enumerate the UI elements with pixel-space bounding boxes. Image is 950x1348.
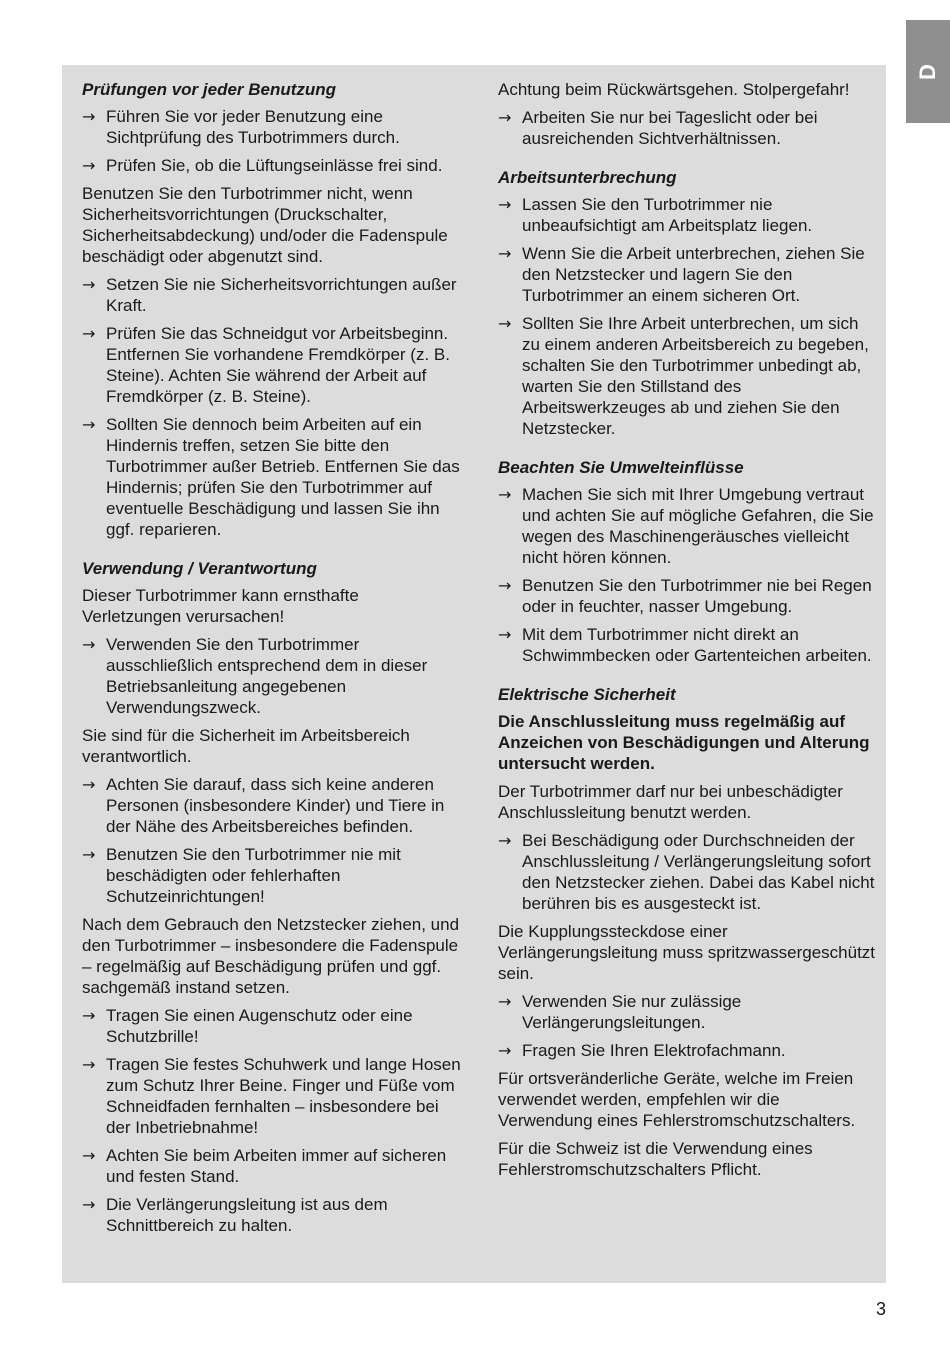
bullet-item xyxy=(498,243,878,306)
bullet-item xyxy=(82,1145,462,1187)
arrow-right-icon: → xyxy=(498,625,512,644)
paragraph: Achtung beim Rückwärtsgehen. Stolpergefahr! xyxy=(498,80,850,99)
bullet-text: Verwenden Sie nur zulässige Verlängerungsleitungen. xyxy=(522,992,742,1032)
arrow-right-icon: → xyxy=(498,1041,512,1060)
arrow-right-icon: → xyxy=(498,992,512,1011)
bullet-item xyxy=(82,106,462,148)
section-heading: Verwendung / Verantwortung xyxy=(82,559,317,578)
paragraph: Nach dem Gebrauch den Netzstecker ziehen, und den Turbotrimmer – insbesondere die Fadenspule – regelmäßig auf Beschädigung prüfen und ggf. sachgemäß instand setzen. xyxy=(82,915,460,997)
bullet-item xyxy=(82,414,462,540)
arrow-right-icon: → xyxy=(82,324,96,343)
bullet-item xyxy=(498,107,878,149)
bullet-item xyxy=(82,634,462,718)
right-column xyxy=(498,79,878,1187)
paragraph: Für ortsveränderliche Geräte, welche im Freien verwendet werden, empfehlen wir die Verwendung eines Fehlerstromschutzschalters. xyxy=(498,1069,856,1130)
paragraph: Die Kupplungssteckdose einer Verlängerungsleitung muss spritzwassergeschützt sein. xyxy=(498,922,876,983)
arrow-right-icon: → xyxy=(82,635,96,654)
page-number: 3 xyxy=(876,1299,887,1319)
bullet-item xyxy=(82,1054,462,1138)
bullet-text: Führen Sie vor jeder Benutzung eine Sichtprüfung des Turbotrimmers durch. xyxy=(106,107,400,147)
arrow-right-icon: → xyxy=(82,775,96,794)
bullet-item xyxy=(498,194,878,236)
safety-instructions-panel xyxy=(62,65,886,1283)
bullet-item xyxy=(498,313,878,439)
arrow-right-icon: → xyxy=(498,485,512,504)
arrow-right-icon: → xyxy=(498,576,512,595)
bullet-item xyxy=(498,830,878,914)
section-heading: Elektrische Sicherheit xyxy=(498,685,676,704)
bullet-text: Benutzen Sie den Turbotrimmer nie mit beschädigten oder fehlerhaften Schutzeinrichtungen! xyxy=(106,845,401,906)
bullet-text: Bei Beschädigung oder Durchschneiden der Anschlussleitung / Verlängerungsleitung sofort den Netzstecker ziehen. Dabei das Kabel nicht berühren bis es ausgesteckt ist. xyxy=(522,831,875,913)
bullet-text: Prüfen Sie, ob die Lüftungseinlässe frei sind. xyxy=(106,156,443,175)
bullet-item xyxy=(82,274,462,316)
arrow-right-icon: → xyxy=(82,1195,96,1214)
arrow-right-icon: → xyxy=(82,415,96,434)
section-heading: Arbeitsunterbrechung xyxy=(498,168,677,187)
bullet-item xyxy=(82,844,462,907)
bullet-item xyxy=(82,323,462,407)
paragraph: Sie sind für die Sicherheit im Arbeitsbereich verantwortlich. xyxy=(82,726,410,766)
arrow-right-icon: → xyxy=(82,107,96,126)
bullet-text: Verwenden Sie den Turbotrimmer ausschließlich entsprechend dem in dieser Betriebsanleitung angegebenen Verwendungszweck. xyxy=(106,635,428,717)
bullet-text: Wenn Sie die Arbeit unterbrechen, ziehen Sie den Netzstecker und lagern Sie den Turbotrimmer an einem sicheren Ort. xyxy=(522,244,865,305)
arrow-right-icon: → xyxy=(498,314,512,333)
paragraph: Der Turbotrimmer darf nur bei unbeschädigter Anschlussleitung benutzt werden. xyxy=(498,782,843,822)
bullet-text: Lassen Sie den Turbotrimmer nie unbeaufsichtigt am Arbeitsplatz liegen. xyxy=(522,195,813,235)
bullet-text: Mit dem Turbotrimmer nicht direkt an Schwimmbecken oder Gartenteichen arbeiten. xyxy=(522,625,872,665)
bullet-item xyxy=(498,624,878,666)
bullet-text: Tragen Sie einen Augenschutz oder eine Schutzbrille! xyxy=(106,1006,413,1046)
bullet-item xyxy=(498,991,878,1033)
bullet-text: Arbeiten Sie nur bei Tageslicht oder bei ausreichenden Sichtverhältnissen. xyxy=(522,108,818,148)
bullet-text: Fragen Sie Ihren Elektrofachmann. xyxy=(522,1041,786,1060)
bullet-text: Tragen Sie festes Schuhwerk und lange Hosen zum Schutz Ihrer Beine. Finger und Füße vom Schneidfaden fernhalten – insbesondere bei der Inbetriebnahme! xyxy=(106,1055,461,1137)
bullet-text: Prüfen Sie das Schneidgut vor Arbeitsbeginn. Entfernen Sie vorhandene Fremdkörper (z. B. Steine). Achten Sie während der Arbeit auf Fremdkörper (z. B. Steine). xyxy=(106,324,450,406)
arrow-right-icon: → xyxy=(82,156,96,175)
left-column xyxy=(82,79,462,1243)
paragraph: Benutzen Sie den Turbotrimmer nicht, wenn Sicherheitsvorrichtungen (Druckschalter, Sicherheitsabdeckung) und/oder die Fadenspule beschädigt oder abgenutzt sind. xyxy=(82,184,448,266)
language-tab xyxy=(906,20,950,123)
bullet-item xyxy=(498,1040,878,1061)
arrow-right-icon: → xyxy=(82,275,96,294)
bullet-item xyxy=(82,1005,462,1047)
arrow-right-icon: → xyxy=(82,1055,96,1074)
bullet-item xyxy=(82,774,462,837)
arrow-right-icon: → xyxy=(82,845,96,864)
paragraph: Für die Schweiz ist die Verwendung eines Fehlerstromschutzschalters Pflicht. xyxy=(498,1139,813,1179)
bullet-text: Achten Sie beim Arbeiten immer auf sicheren und festen Stand. xyxy=(106,1146,447,1186)
bullet-item xyxy=(498,484,878,568)
bullet-text: Machen Sie sich mit Ihrer Umgebung vertraut und achten Sie auf mögliche Gefahren, die Sie wegen des Maschinengeräusches vielleicht nicht hören können. xyxy=(522,485,874,567)
bullet-text: Achten Sie darauf, dass sich keine anderen Personen (insbesondere Kinder) und Tiere in der Nähe des Arbeitsbereiches befinden. xyxy=(106,775,445,836)
section-heading: Beachten Sie Umwelteinflüsse xyxy=(498,458,744,477)
bullet-text: Sollten Sie dennoch beim Arbeiten auf ein Hindernis treffen, setzen Sie bitte den Turbotrimmer außer Betrieb. Entfernen Sie das Hindernis; prüfen Sie den Turbotrimmer auf eventuelle Beschädigung und lassen Sie ihn ggf. reparieren. xyxy=(106,415,460,539)
bullet-item xyxy=(498,575,878,617)
language-tab-label: D xyxy=(914,63,940,80)
bullet-item xyxy=(82,1194,462,1236)
bullet-text: Setzen Sie nie Sicherheitsvorrichtungen außer Kraft. xyxy=(106,275,457,315)
bullet-item xyxy=(82,155,462,176)
section-heading: Prüfungen vor jeder Benutzung xyxy=(82,80,337,99)
emphasis-paragraph: Die Anschlussleitung muss regelmäßig auf Anzeichen von Beschädigungen und Alterung untersucht werden. xyxy=(498,712,870,773)
bullet-text: Benutzen Sie den Turbotrimmer nie bei Regen oder in feuchter, nasser Umgebung. xyxy=(522,576,872,616)
arrow-right-icon: → xyxy=(498,831,512,850)
paragraph: Dieser Turbotrimmer kann ernsthafte Verletzungen verursachen! xyxy=(82,586,359,626)
arrow-right-icon: → xyxy=(498,195,512,214)
arrow-right-icon: → xyxy=(82,1146,96,1165)
bullet-text: Sollten Sie Ihre Arbeit unterbrechen, um sich zu einem anderen Arbeitsbereich zu begeben, schalten Sie den Turbotrimmer unbedingt ab, warten Sie den Stillstand des Arbeitswerkzeuges ab und ziehen Sie den Netzstecker. xyxy=(522,314,869,438)
bullet-text: Die Verlängerungsleitung ist aus dem Schnittbereich zu halten. xyxy=(106,1195,388,1235)
arrow-right-icon: → xyxy=(82,1006,96,1025)
arrow-right-icon: → xyxy=(498,108,512,127)
arrow-right-icon: → xyxy=(498,244,512,263)
